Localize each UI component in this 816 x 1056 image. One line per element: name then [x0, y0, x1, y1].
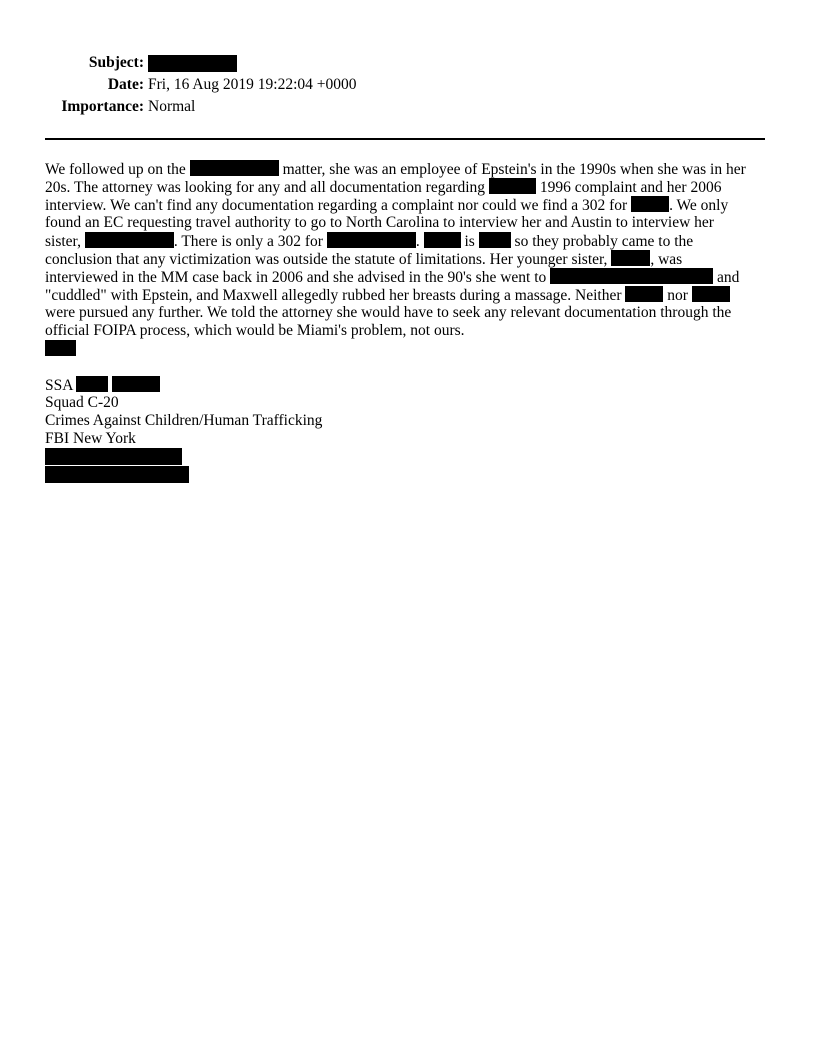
body-text: and	[717, 269, 740, 286]
body-line	[45, 286, 767, 304]
redaction-box	[611, 250, 650, 266]
signature-office: FBI New York	[45, 430, 136, 447]
date-label: Date:	[107, 76, 144, 93]
body-text: 1996 complaint and her 2006	[539, 179, 722, 196]
redaction-box	[45, 448, 182, 465]
message-body	[45, 160, 767, 358]
body-line	[45, 304, 767, 322]
signature-title-line	[45, 376, 322, 394]
body-line	[45, 322, 767, 340]
email-header	[0, 52, 816, 118]
body-text: , was	[650, 251, 683, 268]
body-line	[45, 340, 767, 358]
body-text: . We only	[669, 197, 729, 214]
date-value: Fri, 16 Aug 2019 19:22:04 +0000	[148, 76, 357, 93]
body-line	[45, 268, 767, 286]
body-text: interviewed in the MM case back in 2006 and she advised in the 90's she went to	[45, 269, 547, 286]
body-text: .	[415, 233, 420, 250]
redaction-box	[424, 232, 461, 248]
body-text: so they probably came to the	[514, 233, 694, 250]
redaction-box	[85, 232, 174, 248]
body-line	[45, 232, 767, 250]
subject-label: Subject:	[88, 54, 144, 71]
body-line	[45, 160, 767, 178]
header-divider	[45, 138, 765, 140]
redaction-box	[45, 466, 189, 483]
redaction-box	[45, 340, 76, 356]
redaction-box	[489, 178, 536, 194]
importance-value: Normal	[148, 98, 196, 115]
body-text: official FOIPA process, which would be Miami's problem, not ours.	[45, 322, 465, 339]
redaction-box	[148, 55, 237, 72]
subject-row	[0, 52, 816, 74]
signature-unit: Crimes Against Children/Human Trafficking	[45, 412, 323, 429]
redaction-box	[631, 196, 669, 212]
redaction-box	[479, 232, 511, 248]
redaction-box	[112, 376, 160, 392]
body-line	[45, 178, 767, 196]
body-text: were pursued any further. We told the attorney she would have to seek any relevant documentation through the	[45, 304, 732, 321]
body-text: 20s. The attorney was looking for any and all documentation regarding	[45, 179, 486, 196]
body-line	[45, 214, 767, 232]
body-line	[45, 250, 767, 268]
redaction-box	[625, 286, 663, 302]
body-text: found an EC requesting travel authority to go to North Carolina to interview her and Austin to interview her	[45, 214, 714, 231]
redaction-box	[550, 268, 713, 284]
body-text: We followed up on the	[45, 161, 186, 178]
body-text: . There is only a 302 for	[173, 233, 323, 250]
body-text: nor	[667, 287, 688, 304]
body-line	[45, 196, 767, 214]
signature-squad: Squad C-20	[45, 394, 119, 411]
subject-value	[148, 52, 237, 74]
body-text: sister,	[45, 233, 81, 250]
signature-title: SSA	[45, 377, 73, 394]
body-text: interview. We can't find any documentation regarding a complaint nor could we find a 302 for	[45, 197, 628, 214]
body-text: matter, she was an employee of Epstein's in the 1990s when she was in her	[282, 161, 746, 178]
body-text: "cuddled" with Epstein, and Maxwell allegedly rubbed her breasts during a massage. Neither	[45, 287, 622, 304]
importance-label: Importance:	[61, 98, 144, 115]
redaction-box	[327, 232, 416, 248]
redaction-box	[692, 286, 730, 302]
body-text: conclusion that any victimization was outside the statute of limitations. Her younger sister,	[45, 251, 608, 268]
body-text: is	[464, 233, 475, 250]
importance-row	[0, 96, 816, 118]
redaction-box	[76, 376, 108, 392]
date-row	[0, 74, 816, 96]
signature-block	[45, 376, 322, 483]
redaction-box	[190, 160, 279, 176]
